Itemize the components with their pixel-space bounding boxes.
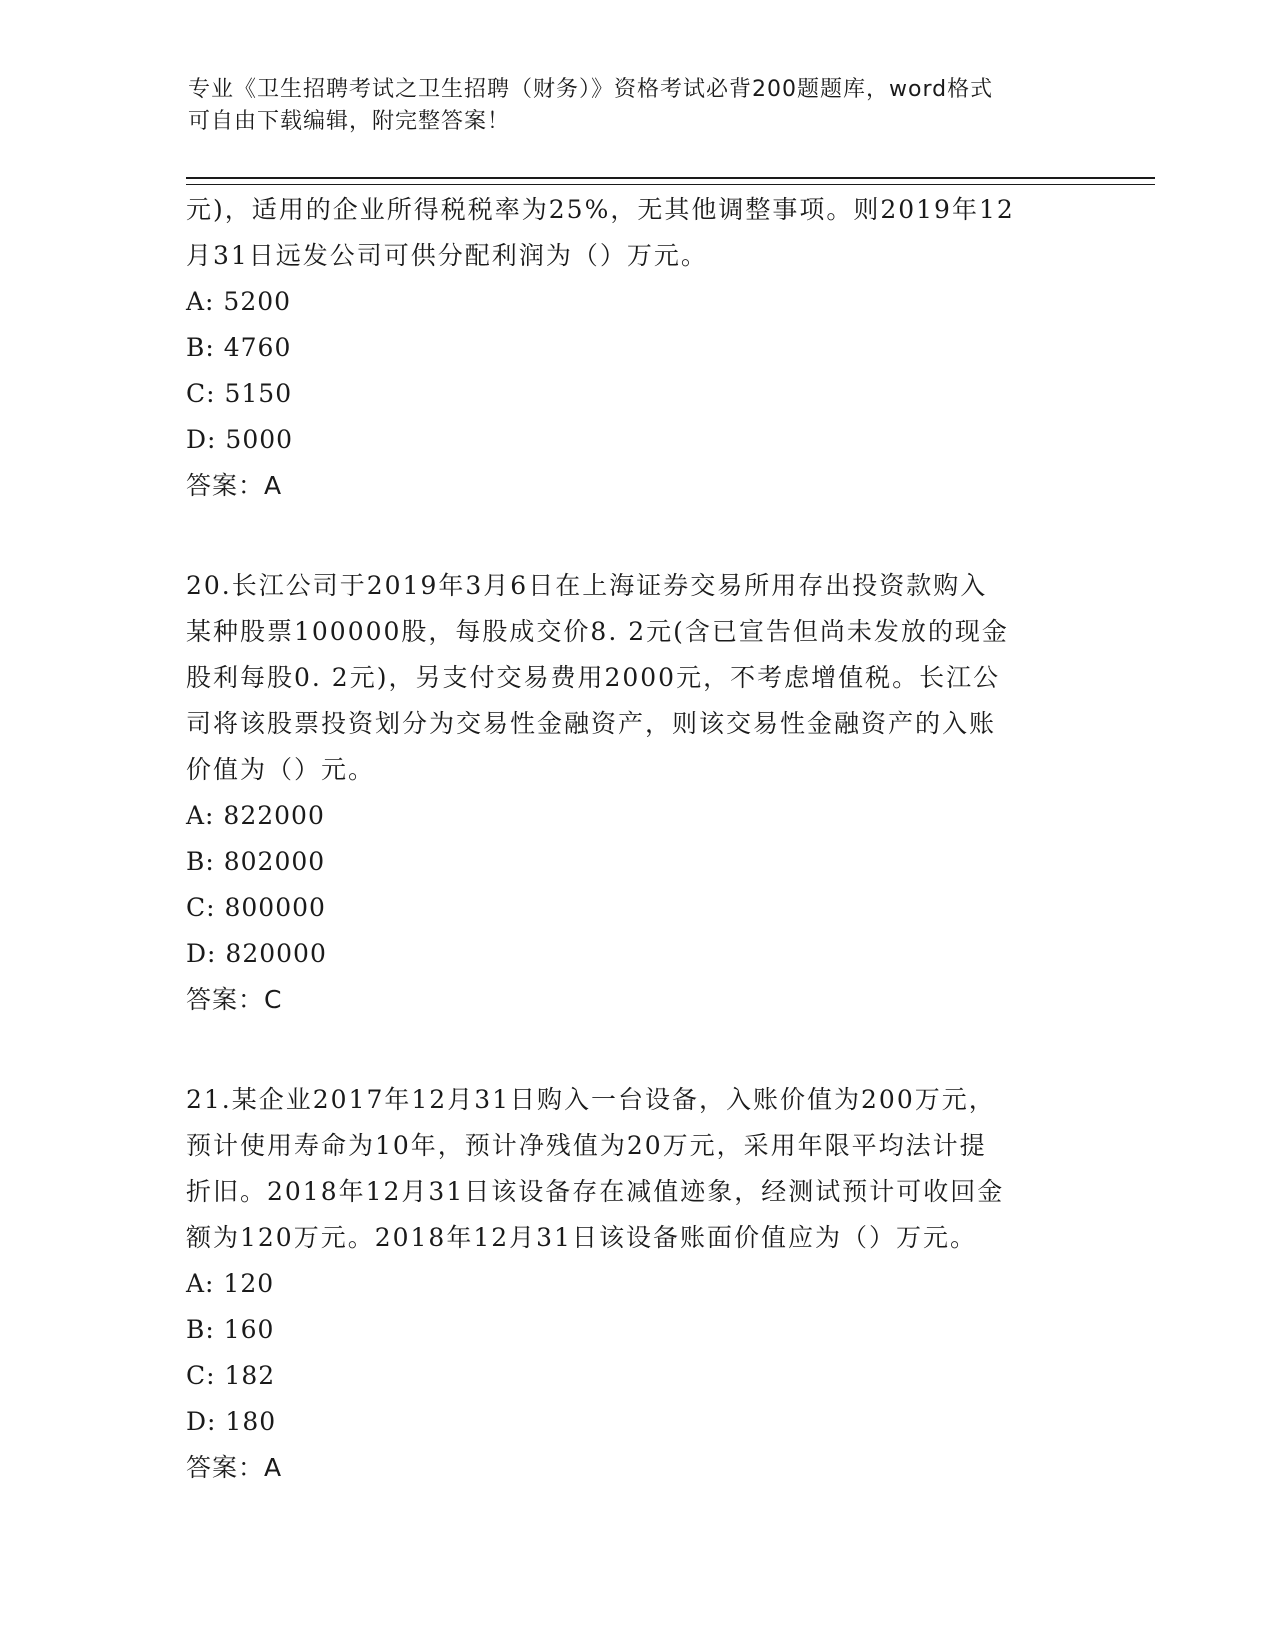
option-b: B: 160 bbox=[186, 1315, 275, 1344]
question-text-line: 预计使用寿命为10年，预计净残值为20万元，采用年限平均法计提 bbox=[186, 1131, 987, 1160]
question-20 bbox=[186, 563, 1086, 1023]
question-21 bbox=[186, 1077, 1086, 1491]
question-19 bbox=[186, 187, 1086, 509]
header-title-line-2: 可自由下载编辑，附完整答案！ bbox=[188, 109, 511, 134]
question-text-line: 20.长江公司于2019年3月6日在上海证券交易所用存出投资款购入 bbox=[186, 571, 988, 600]
question-text-line: 21.某企业2017年12月31日购入一台设备，入账价值为200万元， bbox=[186, 1085, 996, 1114]
question-text-line: 额为120万元。2018年12月31日该设备账面价值应为（）万元。 bbox=[186, 1223, 977, 1252]
header-title-line-1: 专业《卫生招聘考试之卫生招聘（财务）》资格考试必背200题题库，word格式 bbox=[188, 77, 994, 102]
question-text-line: 价值为（）元。 bbox=[186, 755, 376, 784]
question-text-line: 月31日远发公司可供分配利润为（）万元。 bbox=[186, 241, 708, 270]
page-header bbox=[188, 74, 1088, 138]
header-divider bbox=[186, 177, 1155, 185]
question-text-line: 某种股票100000股，每股成交价8. 2元(含已宣告但尚未发放的现金 bbox=[186, 617, 1009, 646]
question-text-line: 元)，适用的企业所得税税率为25%，无其他调整事项。则2019年12 bbox=[186, 195, 1015, 224]
answer-label: 答案：A bbox=[186, 1453, 283, 1482]
option-d: D: 820000 bbox=[186, 939, 327, 968]
option-d: D: 180 bbox=[186, 1407, 277, 1436]
question-text-line: 司将该股票投资划分为交易性金融资产，则该交易性金融资产的入账 bbox=[186, 709, 997, 738]
option-a: A: 120 bbox=[186, 1269, 275, 1298]
option-c: C: 800000 bbox=[186, 893, 326, 922]
option-c: C: 5150 bbox=[186, 379, 293, 408]
spacer bbox=[186, 509, 1086, 563]
question-content bbox=[186, 187, 1086, 1491]
option-b: B: 4760 bbox=[186, 333, 292, 362]
spacer bbox=[186, 1023, 1086, 1077]
question-text-line: 股利每股0. 2元)，另支付交易费用2000元，不考虑增值税。长江公 bbox=[186, 663, 1001, 692]
answer-label: 答案：A bbox=[186, 471, 283, 500]
option-d: D: 5000 bbox=[186, 425, 294, 454]
option-a: A: 5200 bbox=[186, 287, 292, 316]
option-a: A: 822000 bbox=[186, 801, 325, 830]
question-text-line: 折旧。2018年12月31日该设备存在减值迹象，经测试预计可收回金 bbox=[186, 1177, 1005, 1206]
option-b: B: 802000 bbox=[186, 847, 326, 876]
answer-label: 答案：C bbox=[186, 985, 283, 1014]
option-c: C: 182 bbox=[186, 1361, 276, 1390]
